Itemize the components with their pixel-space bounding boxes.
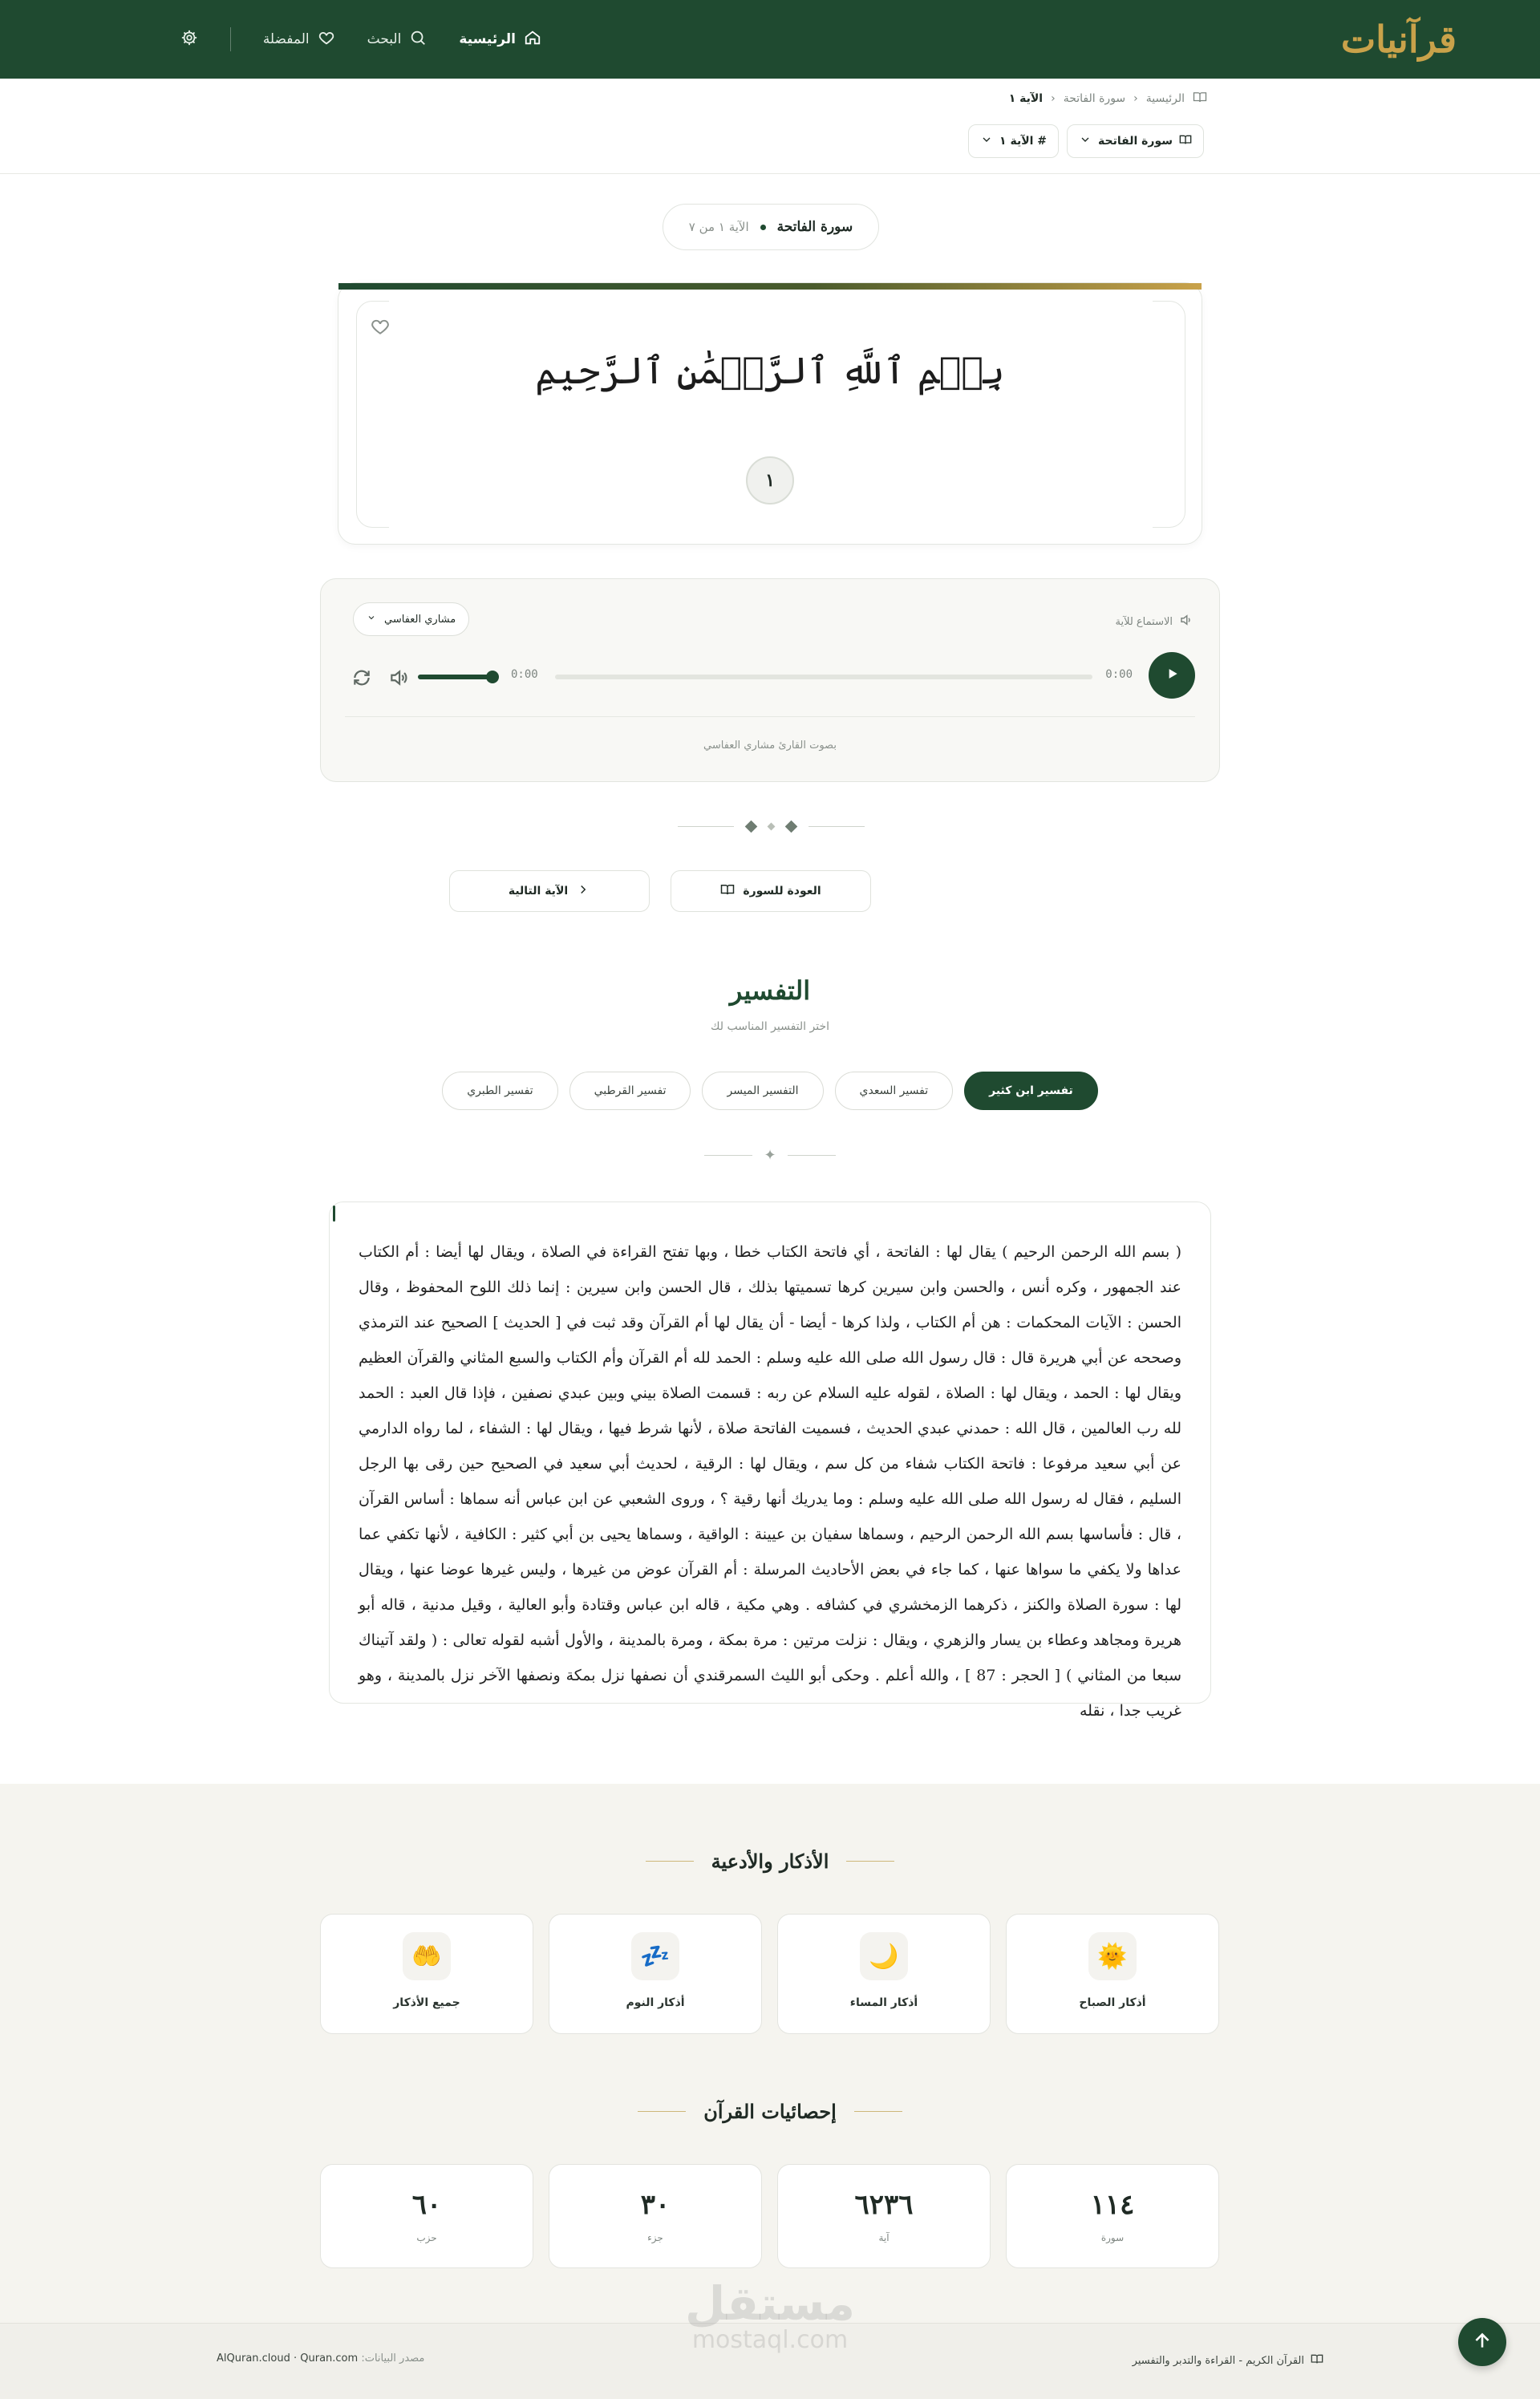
scroll-to-top-button[interactable]: [1458, 2318, 1506, 2366]
scroll-indicator[interactable]: [333, 1206, 335, 1222]
ornament-divider: [663, 817, 879, 836]
footer-source-value[interactable]: AlQuran.cloud · Quran.com: [217, 2352, 359, 2365]
nav-search-label: البحث: [367, 31, 402, 47]
praying-hands-icon: 🤲: [403, 1932, 451, 1980]
ornament-line: [678, 826, 734, 827]
adhkar-section-title: [0, 1850, 1540, 1873]
current-time: 0:00: [1105, 668, 1133, 681]
ayah-number: ١: [746, 456, 794, 505]
adhkar-card-evening[interactable]: [777, 1914, 991, 2034]
breadcrumb-surah[interactable]: سورة الفاتحة: [1063, 92, 1126, 105]
stat-value: ١١٤: [1090, 2189, 1135, 2221]
adhkar-card-morning[interactable]: [1006, 1914, 1219, 2034]
repeat-icon: [351, 676, 372, 691]
listen-label-text: الاستماع للآية: [1115, 615, 1173, 628]
sleep-icon: 💤: [631, 1932, 679, 1980]
watermark: [658, 2276, 882, 2354]
volume-slider[interactable]: [418, 675, 494, 679]
title-line: [854, 2111, 902, 2112]
title-line: [638, 2111, 686, 2112]
stat-label: آية: [878, 2232, 890, 2243]
stat-label: جزء: [647, 2232, 663, 2243]
heart-icon: [370, 325, 391, 340]
moon-icon: 🌙: [860, 1932, 908, 1980]
selector-row: [968, 124, 1204, 158]
ayah-select[interactable]: [968, 124, 1059, 158]
footer-source-label: مصدر البيانات:: [361, 2352, 425, 2365]
volume-icon: [388, 676, 409, 691]
adhkar-card-label: أذكار المساء: [849, 1996, 918, 2009]
ayah-count: الآية ١ من ٧: [688, 220, 749, 234]
sun-icon: 🌞: [1088, 1932, 1137, 1980]
footer-source: [217, 2352, 424, 2365]
tafsir-title: التفسير: [729, 975, 811, 1006]
adhkar-card-label: جميع الأذكار: [393, 1996, 460, 2009]
stat-label: سورة: [1100, 2232, 1125, 2243]
audio-player: [320, 578, 1220, 782]
back-to-surah-label: العودة للسورة: [743, 885, 821, 898]
dot-separator: [760, 225, 766, 230]
adhkar-card-label: أذكار الصباح: [1079, 1996, 1146, 2009]
stats-section-title: [0, 2100, 1540, 2123]
tafsir-tabs: [465, 1072, 1075, 1110]
stat-value: ٦٠: [411, 2189, 442, 2221]
duration: 0:00: [511, 668, 538, 681]
tafsir-content[interactable]: [329, 1202, 1211, 1720]
nav-search[interactable]: [367, 29, 428, 51]
progress-bar[interactable]: [555, 675, 1092, 679]
chevron-down-icon: [980, 133, 993, 149]
book-icon: [720, 882, 735, 900]
stats-title: إحصائيات القرآن: [703, 2100, 837, 2123]
tab-muyassar[interactable]: التفسير الميسر: [702, 1072, 823, 1110]
reciter-select[interactable]: [353, 602, 469, 636]
next-ayah-label: الآية التالية: [508, 885, 569, 898]
title-line: [646, 1861, 694, 1862]
arrow-up-icon: [1472, 2330, 1493, 2354]
volume-handle[interactable]: [486, 671, 499, 683]
surah-select[interactable]: [1067, 124, 1204, 158]
next-ayah-button[interactable]: [449, 870, 650, 912]
nav-divider: [230, 27, 231, 51]
stat-card-hizb: [320, 2164, 533, 2268]
adhkar-card-all[interactable]: [320, 1914, 533, 2034]
breadcrumb-separator: ‹: [1133, 92, 1138, 105]
breadcrumb-home[interactable]: الرئيسية: [1145, 92, 1185, 105]
favorite-button[interactable]: [370, 316, 391, 337]
surah-select-value: سورة الفاتحة: [1098, 135, 1173, 148]
stat-card-surahs: [1006, 2164, 1219, 2268]
reciter-name: مشاري العفاسي: [384, 613, 456, 626]
stat-label: حزب: [416, 2232, 437, 2243]
book-icon: [1311, 2352, 1323, 2369]
ornament-line: [808, 826, 865, 827]
adhkar-title: الأذكار والأدعية: [711, 1850, 829, 1873]
nav-home-label: الرئيسية: [459, 31, 516, 47]
gear-icon: [180, 29, 198, 51]
stat-value: ٣٠: [640, 2189, 671, 2221]
chevron-right-icon: [576, 882, 590, 900]
surah-indicator: [663, 204, 879, 250]
breadcrumb-separator: ‹: [1051, 92, 1056, 105]
adhkar-card-sleep[interactable]: [549, 1914, 762, 2034]
reciter-caption: بصوت القارئ مشاري العفاسي: [703, 740, 837, 752]
tab-ibn-kathir[interactable]: تفسير ابن كثير: [964, 1072, 1098, 1110]
tab-saadi[interactable]: تفسير السعدي: [835, 1072, 954, 1110]
nav-home[interactable]: [459, 29, 541, 51]
play-button[interactable]: [1149, 652, 1195, 699]
tab-tabari[interactable]: تفسير الطبري: [442, 1072, 557, 1110]
settings-button[interactable]: [180, 29, 198, 51]
stat-card-ayahs: [777, 2164, 991, 2268]
breadcrumb: [1009, 90, 1207, 107]
title-line: [846, 1861, 894, 1862]
listen-label: [1115, 613, 1194, 630]
gradient-bar: [338, 283, 1202, 290]
tab-qurtubi[interactable]: تفسير القرطبي: [569, 1072, 691, 1110]
top-navbar: [0, 0, 1540, 79]
site-logo[interactable]: قرآنيات: [1340, 18, 1457, 61]
search-icon: [409, 29, 427, 51]
header-divider: [0, 173, 1540, 174]
ornament-line: [788, 1155, 836, 1156]
footer-title: [1133, 2352, 1323, 2369]
speaker-icon: [1179, 613, 1194, 630]
breadcrumb-current: الآية ١: [1008, 92, 1044, 105]
adhkar-card-label: أذكار النوم: [626, 1996, 685, 2009]
volume-button[interactable]: [388, 667, 409, 688]
player-divider: [345, 716, 1195, 717]
chevron-down-icon: [367, 613, 376, 626]
ayah-card: [338, 282, 1202, 545]
stat-value: ٦٢٣٦: [854, 2189, 914, 2221]
watermark-arabic: مستقل: [684, 2276, 856, 2331]
book-icon: [1179, 133, 1192, 149]
ornament-divider: [690, 1145, 850, 1165]
surah-name: سورة الفاتحة: [776, 219, 853, 235]
ayah-text: بِسۡمِ ٱللَّهِ ٱلرَّحۡمَٰنِ ٱلرَّحِيمِ: [535, 349, 1005, 392]
play-icon: [1164, 666, 1180, 685]
stat-card-juz: [549, 2164, 762, 2268]
ornament-line: [704, 1155, 752, 1156]
watermark-latin: mostaql.com: [691, 2326, 849, 2354]
nav-favorites-label: المفضلة: [262, 31, 310, 47]
heart-icon: [318, 29, 335, 51]
diamond-icon: [767, 822, 775, 830]
home-icon: [524, 29, 541, 51]
book-icon: [1193, 90, 1207, 107]
back-to-surah-button[interactable]: [671, 870, 871, 912]
footer-title-text: القرآن الكريم - القراءة والتدبر والتفسير: [1132, 2354, 1304, 2367]
diamond-icon: [784, 820, 797, 833]
diamond-icon: [744, 820, 757, 833]
main-nav: [180, 0, 541, 79]
star-icon: ✦: [764, 1146, 776, 1164]
repeat-button[interactable]: [351, 667, 372, 688]
tafsir-subtitle: اختر التفسير المناسب لك: [710, 1020, 830, 1033]
nav-favorites[interactable]: [263, 29, 335, 51]
chevron-down-icon: [1079, 133, 1092, 149]
ayah-select-value: # الآية ١: [999, 135, 1048, 148]
tafsir-text: ( بسم الله الرحمن الرحيم ) يقال لها : الفاتحة ، أي فاتحة الكتاب خطا ، وبها تفتح القراءة في الصلاة ، ويقال لها أيضا : أم الكتاب عند الجمهور ، وكره أنس ، والحسن وابن سيرين كرها تسميتها بذلك ، قال الحسن وابن سيرين : إنما ذلك اللوح المحفوظ ، وقال الحسن : الآيات المحكمات : هن أم الكتاب ، ولذا كرها - أيضا - أن يقال لها أم القرآن وقد ثبت في [ الحديث ] الصحيح عند الترمذي وصححه عن أبي هريرة قال : قال رسول الله صلى الله عليه وسلم : الحمد لله أم القرآن وأم الكتاب والسبع المثاني والقرآن العظيم ويقال لها : الحمد ، ويقال لها : الصلاة ، لقوله عليه السلام عن ربه : قسمت الصلاة بيني وبين عبدي نصفين ، فإذا قال العبد : الحمد لله رب العالمين ، قال الله : حمدني عبدي الحديث ، فسميت الفاتحة صلاة ، لأنها شرط فيها ، ويقال لها : الشفاء ، لما رواه الدارمي عن أبي سعيد مرفوعا : فاتحة الكتاب شفاء من كل سم ، ويقال لها : الرقية ، لحديث أبي سعيد في الصحيح حين رقى بها الرجل السليم ، فقال له رسول الله صلى الله عليه وسلم : وما يدريك أنها رقية ؟ ، وروى الشعبي عن ابن عباس أنه سماها : أساس القرآن ، قال : فأساسها بسم الله الرحمن الرحيم ، وسماها سفيان بن عيينة : الواقية ، وسماها يحيى بن أبي كثير : الكافية ، لأنها تكفي عما عداها ولا يكفي ما سواها عنها ، كما جاء في بعض الأحاديث المرسلة : أم القرآن عوض من غيرها ، وليس غيرها عوضا عنها ، ويقال لها : سورة الصلاة والكنز ، ذكرهما الزمخشري في كشافه . وهي مكية ، قاله ابن عباس وقتادة وأبو العالية ، وقيل مدنية ، قاله أبو هريرة ومجاهد وعطاء بن يسار والزهري ، ويقال : نزلت مرتين : مرة بمكة ، ومرة بالمدينة ، والأول أشبه لقوله تعالى : ( ولقد آتيناك سبعا من المثاني ) [ الحجر : 87 ] ، والله أعلم . وحكى أبو الليث السمرقندي أن نصفها نزل بمكة ونصفها الآخر نزل بالمدينة ، وهو غريب جدا ، نقله: [359, 1243, 1181, 1720]
